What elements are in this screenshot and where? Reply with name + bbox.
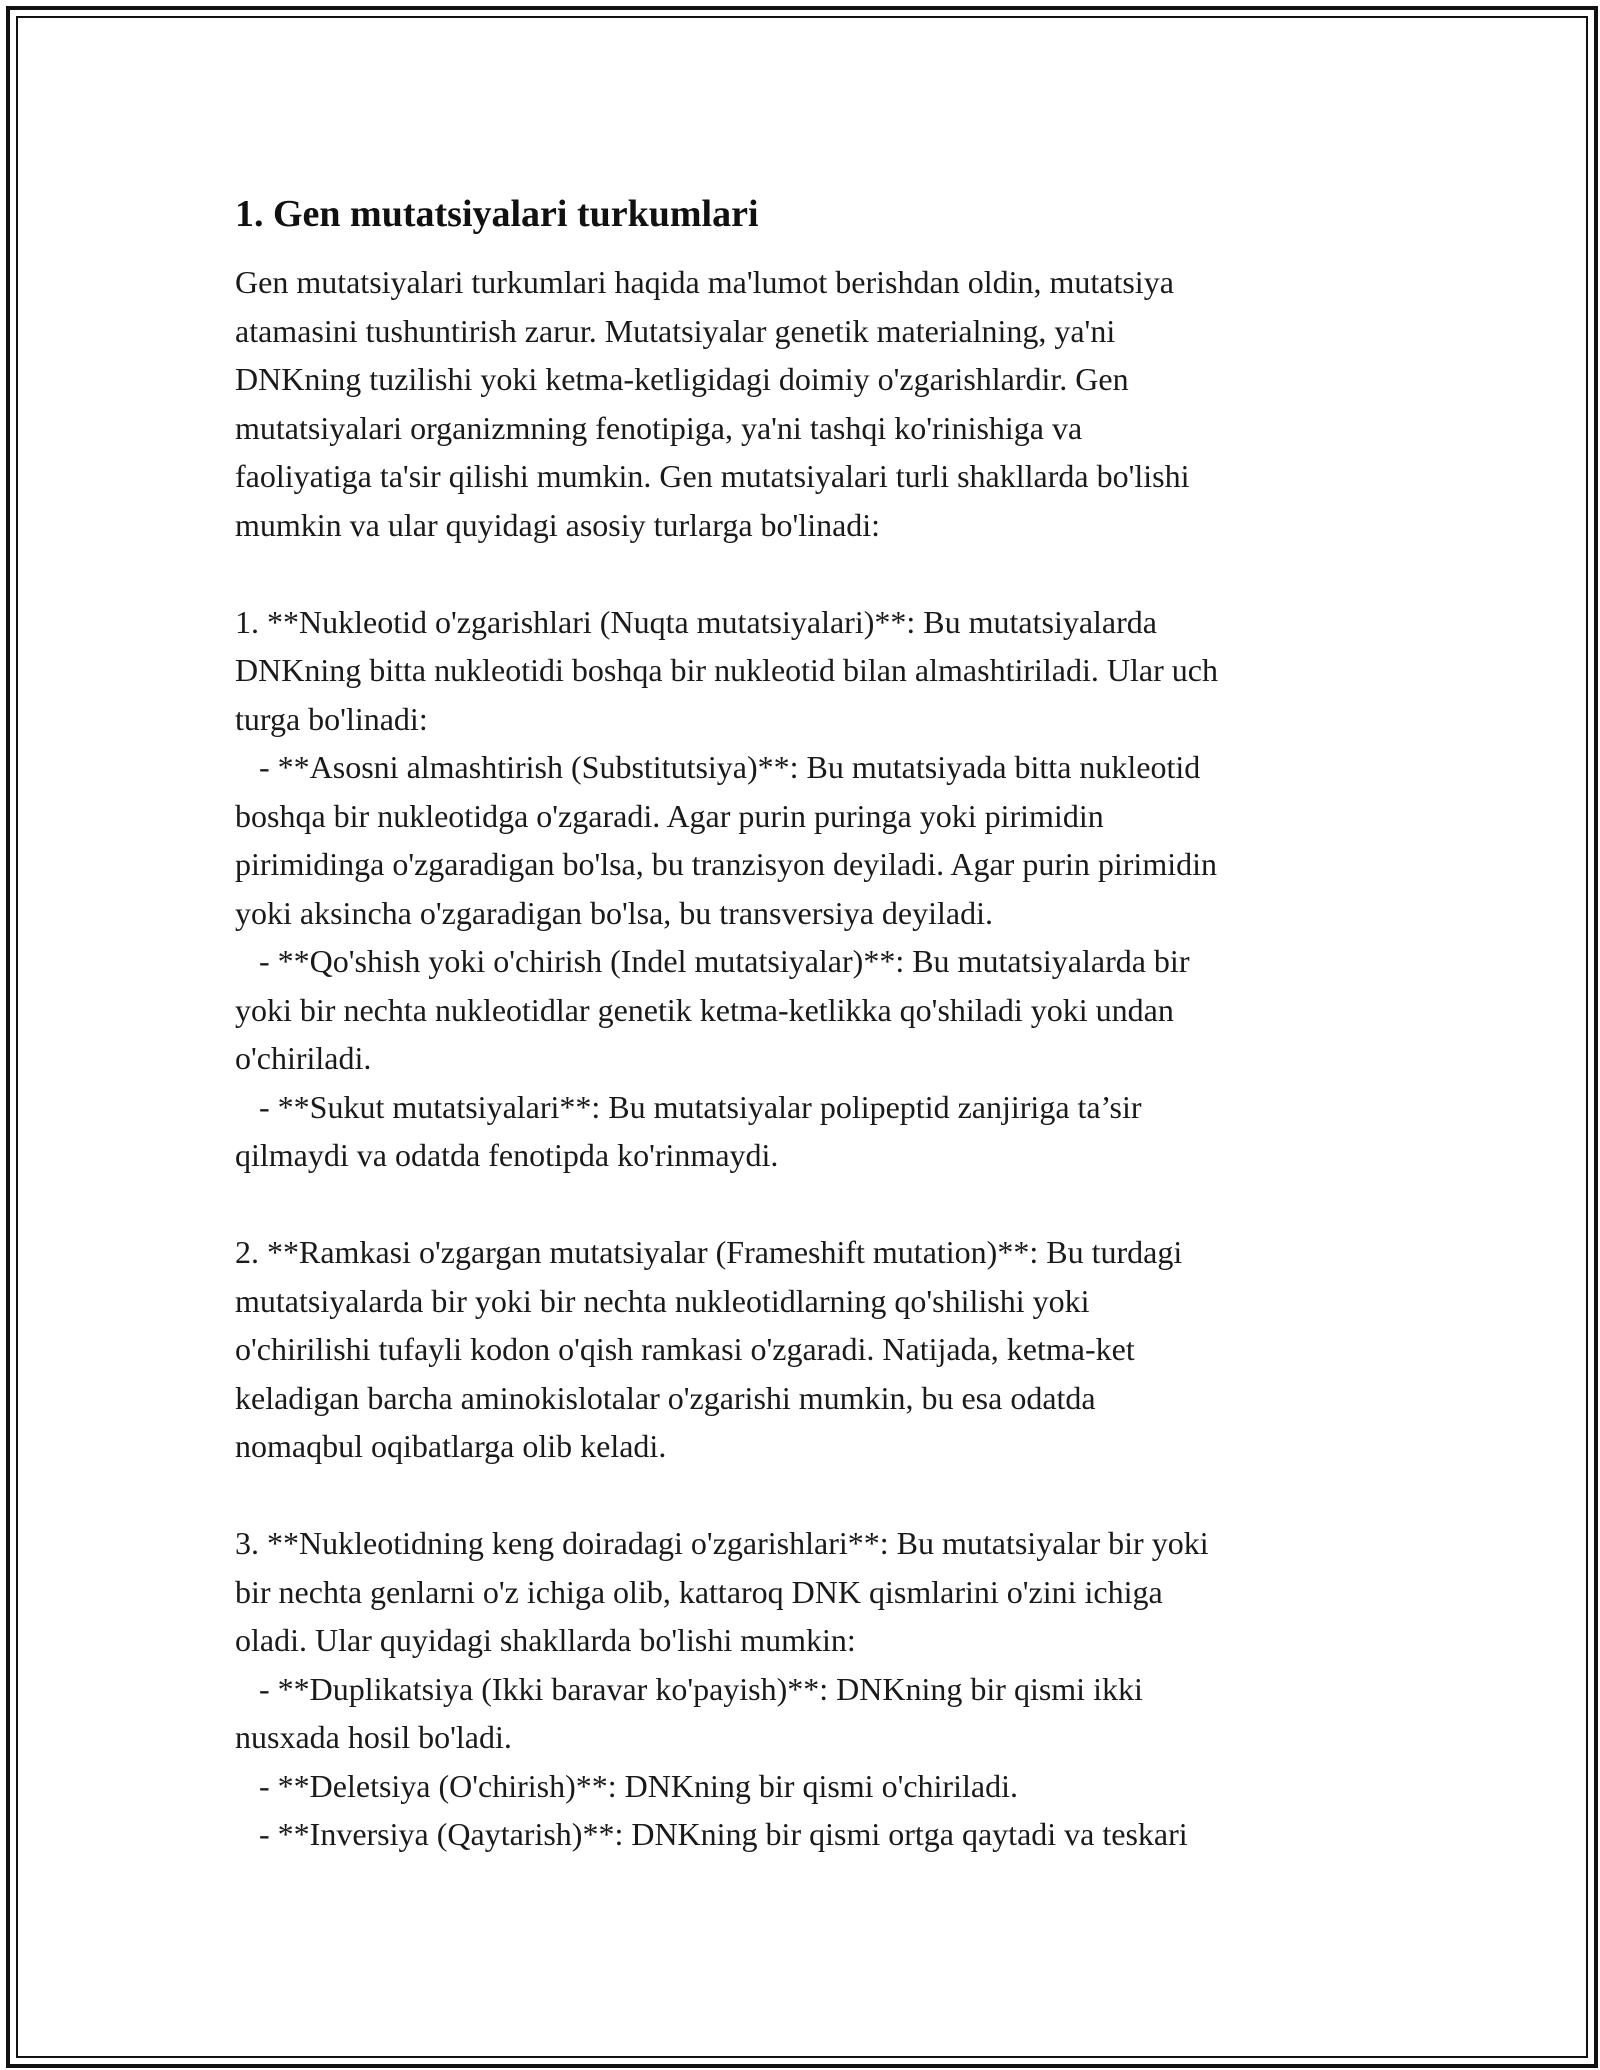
text-line: yoki bir nechta nukleotidlar genetik ketma-ketlikka qo'shiladi yoki undan xyxy=(235,991,1174,1028)
text-line: nusxada hosil bo'ladi. xyxy=(235,1719,512,1755)
text-line: - **Deletsiya (O'chirish)**: DNKning bir qismi o'chiriladi. xyxy=(235,1767,1018,1804)
text-line: bir nechta genlarni o'z ichiga olib, kattaroq DNK qismlarini o'zini ichiga xyxy=(235,1573,1163,1610)
text-line: oladi. Ular quyidagi shakllarda bo'lishi mumkin: xyxy=(235,1622,856,1658)
text-line: faoliyatiga ta'sir qilishi mumkin. Gen mutatsiyalari turli shakllarda bo'lishi xyxy=(235,458,1190,494)
text-line: qilmaydi va odatda fenotipda ko'rinmaydi. xyxy=(235,1137,779,1173)
text-line: mutatsiyalari organizmning fenotipiga, ya'ni tashqi ko'rinishiga va xyxy=(235,409,1083,446)
document-body xyxy=(235,258,1375,1859)
text-line: DNKning bitta nukleotidi boshqa bir nukleotid bilan almashtiriladi. Ular uch xyxy=(235,652,1218,688)
text-line: - **Qo'shish yoki o'chirish (Indel mutatsiyalar)**: Bu mutatsiyalarda bir xyxy=(235,943,1190,979)
text-line: DNKning tuzilishi yoki ketma-ketligidagi doimiy o'zgarishlardir. Gen xyxy=(235,361,1129,397)
text-line: turga bo'linadi: xyxy=(235,700,428,737)
text-line: keladigan barcha aminokislotalar o'zgarishi mumkin, bu esa odatda xyxy=(235,1379,1096,1416)
document-page xyxy=(235,190,1375,1859)
text-line: 2. **Ramkasi o'zgargan mutatsiyalar (Frameshift mutation)**: Bu turdagi xyxy=(235,1234,1183,1270)
text-line: - **Sukut mutatsiyalari**: Bu mutatsiyalar polipeptid zanjiriga ta’sir xyxy=(235,1088,1142,1125)
text-line: nomaqbul oqibatlarga olib keladi. xyxy=(235,1428,667,1464)
text-line: atamasini tushuntirish zarur. Mutatsiyalar genetik materialning, ya'ni xyxy=(235,312,1116,349)
blank-line xyxy=(235,1180,1375,1229)
text-line: pirimidinga o'zgaradigan bo'lsa, bu tranzisyon deyiladi. Agar purin pirimidin xyxy=(235,846,1217,882)
text-line: - **Duplikatsiya (Ikki baravar ko'payish)**: DNKning bir qismi ikki xyxy=(235,1670,1143,1707)
blank-line xyxy=(235,549,1375,598)
text-line: yoki aksincha o'zgaradigan bo'lsa, bu transversiya deyiladi. xyxy=(235,894,993,931)
text-line: 1. **Nukleotid o'zgarishlari (Nuqta mutatsiyalari)**: Bu mutatsiyalarda xyxy=(235,603,1157,640)
text-line: boshqa bir nukleotidga o'zgaradi. Agar purin puringa yoki pirimidin xyxy=(235,797,1104,834)
blank-line xyxy=(235,1471,1375,1520)
text-line: mutatsiyalarda bir yoki bir nechta nukleotidlarning qo'shilishi yoki xyxy=(235,1282,1090,1319)
text-line: mumkin va ular quyidagi asosiy turlarga bo'linadi: xyxy=(235,506,881,543)
text-line: o'chiriladi. xyxy=(235,1040,372,1076)
text-line: - **Inversiya (Qaytarish)**: DNKning bir qismi ortga qaytadi va teskari xyxy=(235,1816,1188,1852)
document-title: 1. Gen mutatsiyalari turkumlari xyxy=(235,193,759,235)
text-line: - **Asosni almashtirish (Substitutsiya)**: Bu mutatsiyada bitta nukleotid xyxy=(235,749,1201,785)
text-line: Gen mutatsiyalari turkumlari haqida ma'lumot berishdan oldin, mutatsiya xyxy=(235,264,1174,300)
text-line: o'chirilishi tufayli kodon o'qish ramkasi o'zgaradi. Natijada, ketma-ket xyxy=(235,1331,1135,1367)
text-line: 3. **Nukleotidning keng doiradagi o'zgarishlari**: Bu mutatsiyalar bir yoki xyxy=(235,1525,1209,1561)
